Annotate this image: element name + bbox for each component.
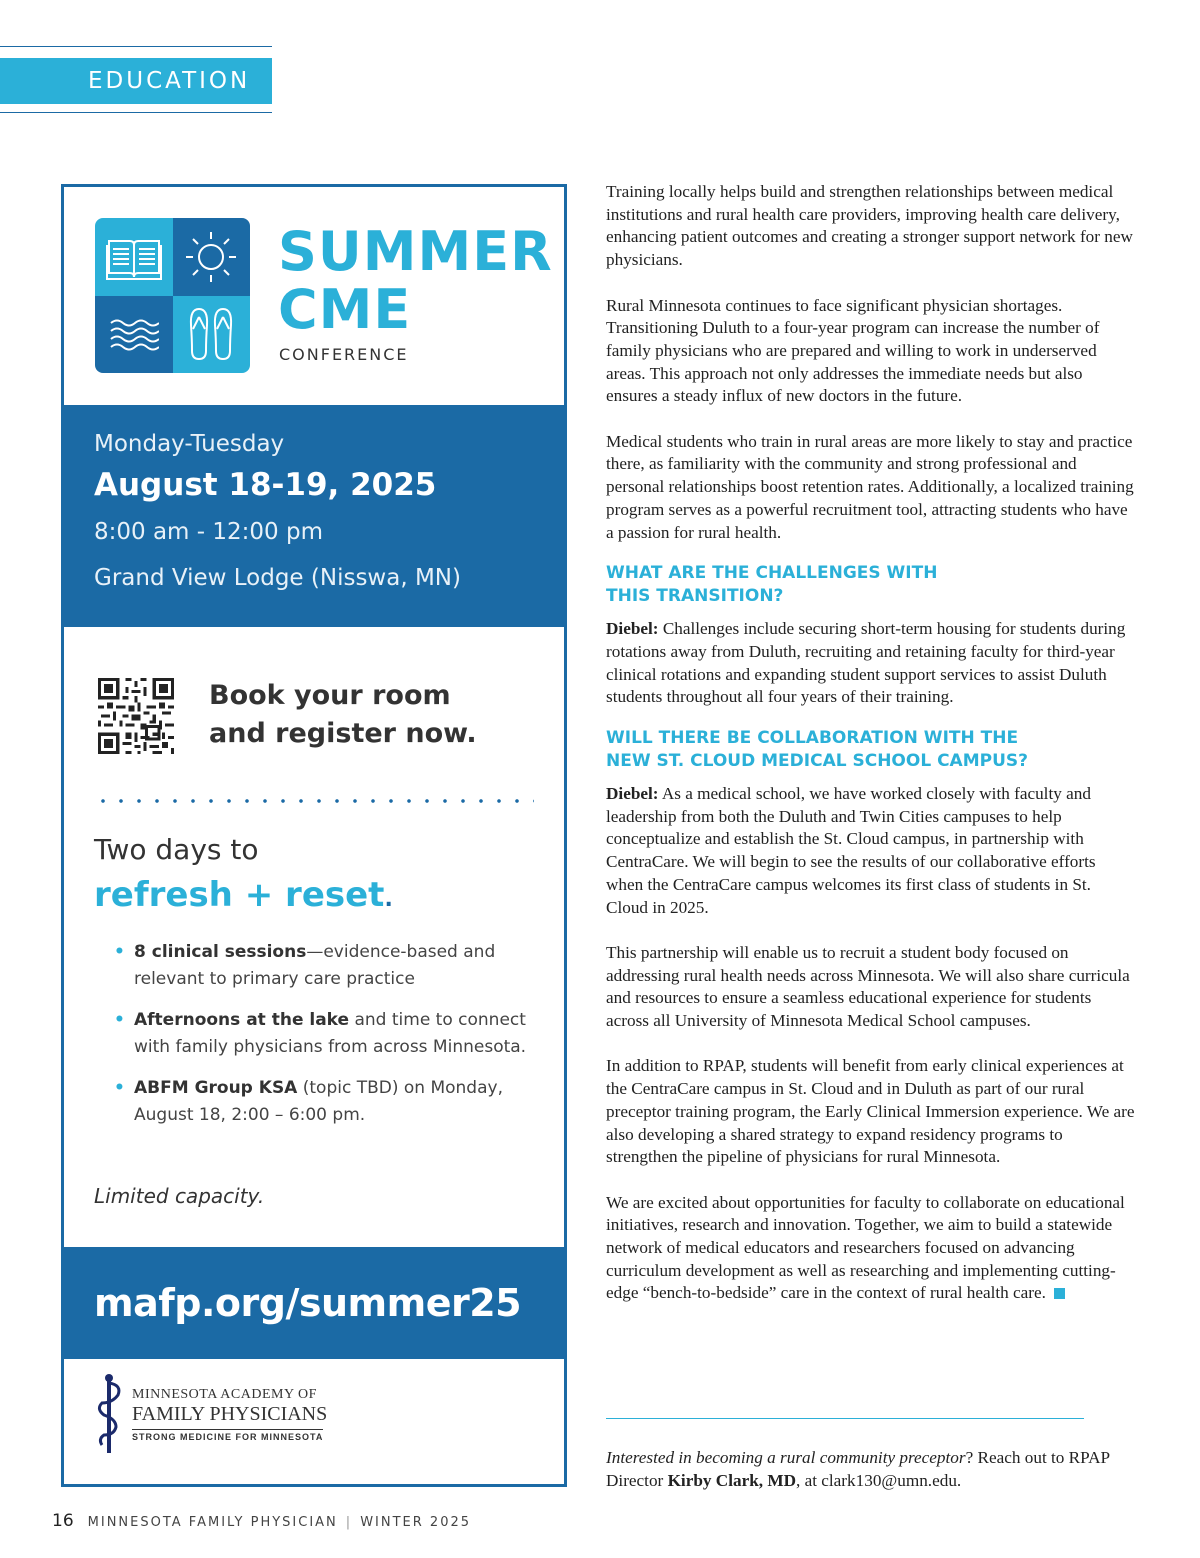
article-paragraph — [606, 618, 1136, 709]
event-days: Monday-Tuesday — [94, 431, 285, 457]
feature-bold: ABFM Group KSA — [134, 1078, 298, 1098]
conference-title — [278, 220, 553, 341]
article-paragraph — [606, 783, 1136, 919]
article-body — [606, 181, 1136, 1328]
tagline-period: . — [384, 887, 393, 912]
tagline-emphasis: refresh + reset — [94, 875, 385, 915]
heading-line-2: NEW ST. CLOUD MEDICAL SCHOOL CAMPUS? — [606, 751, 1029, 772]
feature-list — [114, 939, 534, 1143]
register-prompt — [209, 677, 477, 753]
section-heading — [606, 727, 1136, 773]
article-paragraph: Rural Minnesota continues to face significant physician shortages. Transitioning Duluth to a four-year program can increase the number of family physicians who are prepared and willing to work in underserved areas. This approach not only addresses the immediate needs but also ensures a steady influx of new doctors in the future. — [606, 295, 1100, 406]
limited-capacity-note: Limited capacity. — [94, 1184, 265, 1208]
callout-italic: Interested in becoming a rural community preceptor — [606, 1448, 966, 1467]
conference-subtitle: CONFERENCE — [279, 345, 409, 364]
heading-line-2: THIS TRANSITION? — [606, 586, 784, 607]
date-band — [64, 405, 564, 627]
bullet-icon: • — [114, 1078, 125, 1098]
article-paragraph: In addition to RPAP, students will benefit from early clinical experiences at the CentraCare campus in St. Cloud and in Duluth as part of our rural preceptor training program, the Early Clinical Immersion experience. We are also developing a shared strategy to expand residency programs to strengthen the pipeline of physicians for rural Minnesota. — [606, 1056, 1135, 1167]
bullet-icon: • — [114, 1010, 125, 1030]
feature-bold: Afternoons at the lake — [134, 1010, 350, 1030]
section-heading — [606, 562, 1136, 608]
callout-contact-name: Kirby Clark, MD — [667, 1470, 796, 1490]
qr-code-icon[interactable] — [98, 678, 174, 754]
article-divider — [606, 1418, 1084, 1419]
article-paragraph: Training locally helps build and strengthen relationships between medical institutions and rural health care providers, improving health care delivery, enhancing patient outcomes and creating a stronger support network for new physicians. — [606, 182, 1133, 270]
heading-line-1: WILL THERE BE COLLABORATION WITH THE — [606, 728, 1019, 749]
register-line-1: Book your room — [209, 680, 451, 711]
feature-text: —evidence-based and relevant to primary care practice — [134, 942, 496, 989]
register-line-2: and register now. — [209, 718, 477, 749]
feature-bold: 8 clinical sessions — [134, 942, 307, 962]
article-paragraph: This partnership will enable us to recruit a student body focused on addressing rural health needs across Minnesota. We will also share curricula and resources to ensure a seamless educational experience for students across all University of Minnesota Medical School campuses. — [606, 942, 1130, 1031]
flip-flops-icon — [173, 296, 251, 374]
callout-email-text[interactable]: , at clark130@umn.edu. — [795, 1470, 962, 1490]
title-line-1: SUMMER — [278, 220, 553, 283]
event-time: 8:00 am - 12:00 pm — [94, 519, 323, 545]
org-name-line-2: FAMILY PHYSICIANS — [132, 1403, 328, 1425]
callout-text: ? Reach out to RPAP Director — [606, 1448, 1110, 1490]
section-rule-bottom — [0, 112, 272, 113]
tagline-line-1: Two days to — [94, 833, 259, 866]
feature-item — [114, 1007, 534, 1061]
conference-ad — [61, 184, 567, 1487]
end-mark-icon — [1054, 1288, 1065, 1299]
feature-text: (topic TBD) on Monday, August 18, 2:00 – 6:00 pm. — [134, 1078, 503, 1125]
feature-item — [114, 939, 534, 993]
article-paragraph — [606, 1192, 1136, 1306]
tagline-line-2 — [94, 875, 393, 915]
waves-icon — [95, 296, 173, 374]
conference-logo — [95, 218, 250, 373]
footer-separator: | — [345, 1515, 353, 1530]
title-line-2: CME — [278, 278, 412, 341]
page-number: 16 — [52, 1511, 74, 1531]
sun-icon — [173, 218, 251, 296]
page-footer — [52, 1511, 471, 1531]
bullet-icon: • — [114, 942, 125, 962]
preceptor-callout — [606, 1447, 1136, 1492]
org-tagline: STRONG MEDICINE FOR MINNESOTA — [132, 1429, 323, 1442]
dotted-divider — [94, 797, 534, 805]
speaker-name: Diebel: — [606, 619, 659, 639]
caduceus-icon — [92, 1373, 126, 1457]
answer-text: Challenges include securing short-term housing for students during rotations away from Duluth, recruiting and retaining faculty for third-year clinical rotations and expanding student support services to assist Duluth students throughout all four years of their training. — [606, 619, 1126, 707]
publication-name: MINNESOTA FAMILY PHYSICIAN — [87, 1515, 338, 1530]
section-tab: EDUCATION — [0, 58, 272, 104]
issue-label: WINTER 2025 — [360, 1515, 472, 1530]
book-icon — [95, 218, 173, 296]
heading-line-1: WHAT ARE THE CHALLENGES WITH — [606, 563, 938, 584]
event-location: Grand View Lodge (Nisswa, MN) — [94, 565, 461, 591]
mafp-logo — [92, 1373, 332, 1457]
answer-text: As a medical school, we have worked closely with faculty and leadership from both the Duluth and Twin Cities campuses to help conceptualize and establish the St. Cloud campus, in partnership with CentraCare. We will begin to see the results of our collaborative efforts when the CentraCare campus welcomes its first class of students in St. Cloud in 2025. — [606, 784, 1096, 917]
article-paragraph: Medical students who train in rural areas are more likely to stay and practice there, as familiarity with the community and strong professional and personal relationships boost retention rates. Additionally, a localized training program serves as a powerful recruitment tool, attracting students who have a passion for rural health. — [606, 431, 1134, 542]
closing-text: We are excited about opportunities for faculty to collaborate on educational initiatives, research and innovation. Together, we aim to build a statewide network of medical educators and researchers focused on advancing curriculum development as well as researching and implementing cutting-edge “bench-to-bedside” care in the context of rural health care. — [606, 1192, 1125, 1303]
event-date: August 18-19, 2025 — [94, 467, 437, 503]
org-name-line-1: MINNESOTA ACADEMY OF — [132, 1387, 317, 1402]
speaker-name: Diebel: — [606, 784, 659, 804]
registration-url[interactable]: mafp.org/summer25 — [64, 1247, 564, 1359]
feature-text: and time to connect with family physicians from across Minnesota. — [134, 1010, 527, 1057]
section-rule-top — [0, 46, 272, 47]
feature-item — [114, 1075, 534, 1129]
